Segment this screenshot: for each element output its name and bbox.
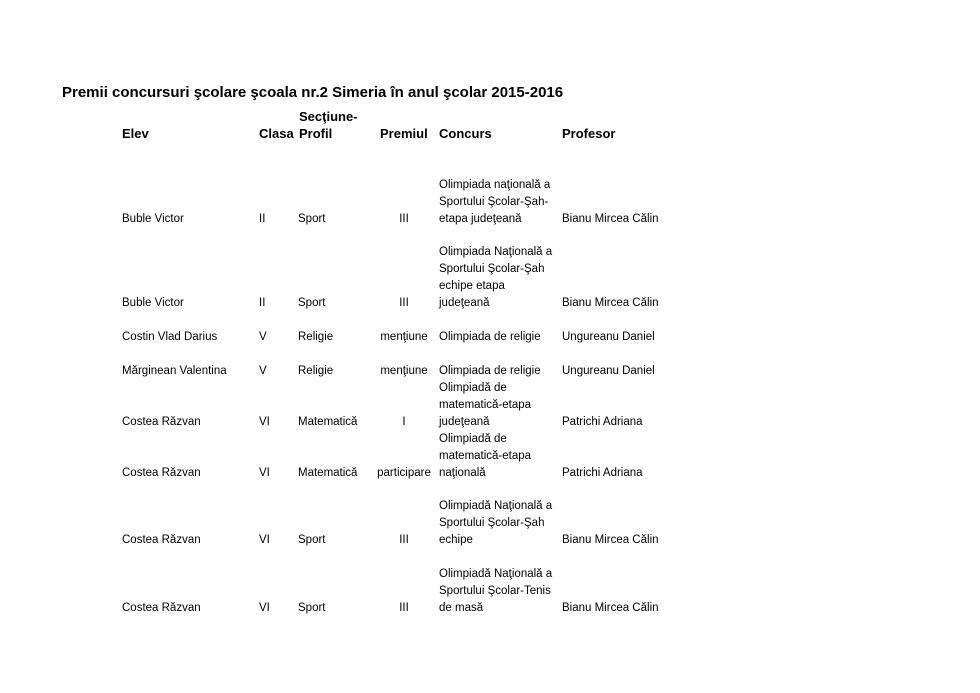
- cell-premiul: I: [402, 416, 406, 428]
- cell-sectiune: Sport: [298, 213, 326, 225]
- cell-premiul: III: [399, 213, 409, 225]
- header-sectiune-line2: Profil: [299, 126, 333, 141]
- cell-profesor: Ungureanu Daniel: [562, 365, 655, 377]
- cell-concurs-line: matematică-etapa: [439, 450, 532, 462]
- cell-clasa: II: [259, 213, 266, 225]
- cell-sectiune: Matematică: [298, 467, 358, 479]
- document-title: Premii concursuri şcolare şcoala nr.2 Simeria în anul şcolar 2015-2016: [62, 84, 564, 101]
- cell-concurs-line: Olimpiada de religie: [439, 331, 541, 343]
- cell-elev: Costea Răzvan: [122, 534, 201, 546]
- cell-concurs-line: judeţeană: [439, 416, 490, 428]
- cell-concurs-line: Olimpiadă Naţională a: [439, 500, 553, 512]
- header-premiul: Premiul: [380, 126, 428, 141]
- cell-profesor: Bianu Mircea Călin: [562, 602, 659, 614]
- cell-profesor: Bianu Mircea Călin: [562, 213, 659, 225]
- cell-elev: Costea Răzvan: [122, 602, 201, 614]
- cell-sectiune: Religie: [298, 365, 334, 377]
- cell-premiul: III: [399, 534, 409, 546]
- header-elev: Elev: [122, 126, 149, 141]
- cell-premiul: III: [399, 297, 409, 309]
- cell-clasa: II: [259, 297, 266, 309]
- cell-clasa: VI: [259, 602, 270, 614]
- cell-premiul: menţiune: [380, 331, 428, 343]
- header-sectiune-line1: Secţiune-: [299, 109, 358, 124]
- cell-sectiune: Religie: [298, 331, 334, 343]
- cell-concurs-line: Sportului Şcolar-Şah: [439, 517, 545, 529]
- cell-sectiune: Matematică: [298, 416, 358, 428]
- cell-concurs-line: etapa judeţeană: [439, 213, 522, 225]
- cell-elev: Costea Răzvan: [122, 416, 201, 428]
- cell-concurs-line: Olimpiadă de: [439, 433, 507, 445]
- header-clasa: Clasa: [259, 126, 294, 141]
- cell-elev: Buble Victor: [122, 297, 184, 309]
- cell-sectiune: Sport: [298, 602, 326, 614]
- cell-elev: Costea Răzvan: [122, 467, 201, 479]
- cell-concurs-line: Olimpiada naţională a: [439, 179, 551, 191]
- cell-premiul: participare: [377, 467, 431, 479]
- cell-elev: Mărginean Valentina: [122, 365, 227, 377]
- cell-concurs-line: judeţeană: [439, 297, 490, 309]
- header-concurs: Concurs: [439, 126, 492, 141]
- cell-premiul: III: [399, 602, 409, 614]
- cell-profesor: Ungureanu Daniel: [562, 331, 655, 343]
- cell-profesor: Patrichi Adriana: [562, 467, 643, 479]
- cell-concurs-line: de masă: [439, 602, 484, 614]
- cell-clasa: V: [259, 331, 267, 343]
- cell-sectiune: Sport: [298, 297, 326, 309]
- cell-concurs-line: Olimpiadă de: [439, 382, 507, 394]
- cell-concurs-line: echipe etapa: [439, 280, 505, 292]
- header-profesor: Profesor: [562, 126, 616, 141]
- cell-profesor: Bianu Mircea Călin: [562, 534, 659, 546]
- cell-profesor: Bianu Mircea Călin: [562, 297, 659, 309]
- cell-premiul: menţiune: [380, 365, 428, 377]
- cell-sectiune: Sport: [298, 534, 326, 546]
- cell-clasa: V: [259, 365, 267, 377]
- cell-concurs-line: matematică-etapa: [439, 399, 532, 411]
- cell-clasa: VI: [259, 416, 270, 428]
- cell-concurs-line: Sportului Şcolar-Tenis: [439, 585, 551, 597]
- cell-concurs-line: Olimpiadă Naţională a: [439, 568, 553, 580]
- cell-concurs-line: Sportului Şcolar-Şah-: [439, 196, 549, 208]
- cell-concurs-line: echipe: [439, 534, 473, 546]
- cell-elev: Costin Vlad Darius: [122, 331, 218, 343]
- cell-profesor: Patrichi Adriana: [562, 416, 643, 428]
- cell-concurs-line: Olimpiada Naţională a: [439, 246, 553, 258]
- cell-concurs-line: naţională: [439, 467, 486, 479]
- cell-concurs-line: Sportului Şcolar-Şah: [439, 263, 545, 275]
- cell-elev: Buble Victor: [122, 213, 184, 225]
- cell-clasa: VI: [259, 534, 270, 546]
- cell-concurs-line: Olimpiada de religie: [439, 365, 541, 377]
- cell-clasa: VI: [259, 467, 270, 479]
